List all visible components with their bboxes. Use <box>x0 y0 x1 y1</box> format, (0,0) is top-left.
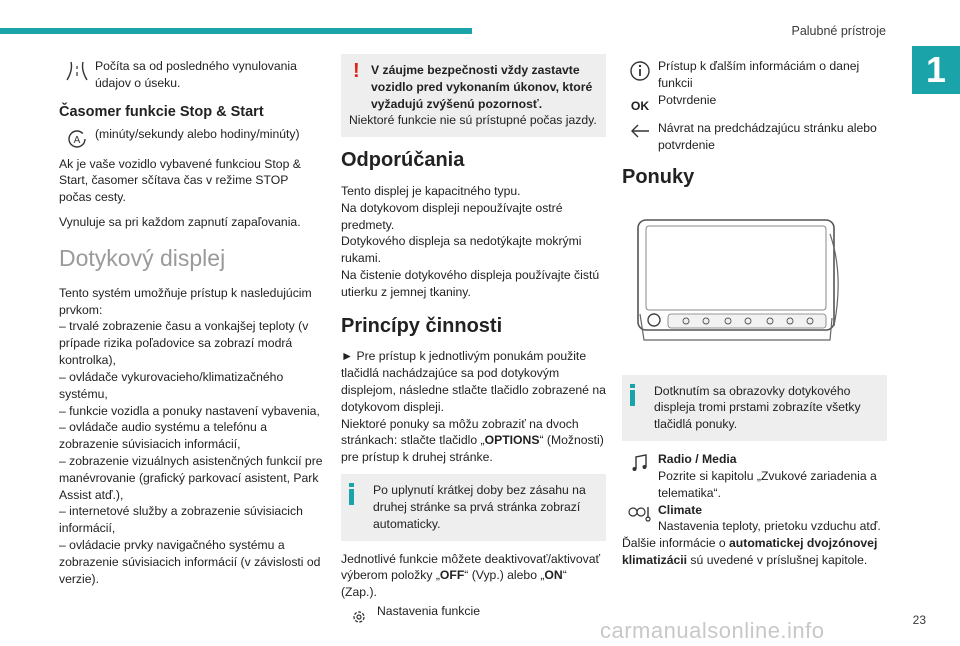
info-circle-icon <box>622 58 658 82</box>
warning-exclamation-icon: ! <box>353 60 360 82</box>
principles-p2 <box>341 416 606 466</box>
chapter-number: 1 <box>912 46 960 94</box>
options-label: OPTIONS <box>484 433 540 448</box>
touch-item: – trvalé zobrazenie času a vonkajšej teploty (v prípade rizika poľadovice sa zobrazí modrá kontrolka), <box>59 319 309 368</box>
recommendation-line: Tento displej je kapacitného typu. <box>341 183 521 198</box>
stopstart-heading: Časomer funkcie Stop & Start <box>59 103 264 120</box>
column-middle <box>341 54 606 631</box>
warning-bold-text: V záujme bezpečnosti vždy zastavte vozidlo pred vykonaním úkonov, ktoré vyžadujú zvýšenú pozornosť. <box>371 63 593 111</box>
menus-heading: Ponuky <box>622 166 695 189</box>
toggle-a: Jednotlivé funkcie môžete deaktivovať/aktivovať výberom položky „ <box>341 551 601 583</box>
menus-info-box <box>622 375 887 441</box>
info-icon <box>630 384 635 406</box>
trip-note: Počíta sa od posledného vynulovania údajov o úseku. <box>95 59 297 90</box>
section-title: Palubné prístroje <box>791 24 886 38</box>
stopstart-p2: Vynuluje sa pri každom zapnutí zapaľovania. <box>59 215 301 230</box>
principles-p2-b: “ (Možnosti) pre prístup k druhej stránke. <box>341 433 604 465</box>
top-accent-bar <box>0 28 472 34</box>
settings-row <box>341 603 606 625</box>
stopstart-row <box>59 126 324 150</box>
climate-more-b: sú uvedené v príslušnej kapitole. <box>687 553 868 568</box>
touchscreen-illustration <box>634 214 846 354</box>
stopstart-p1: Ak je vaše vozidlo vybavené funkciou Stop & Start, časomer sčítava čas v režime STOP počas cesty. <box>59 156 301 205</box>
ok-icon: OK <box>630 98 650 113</box>
climate-more-a: Ďalšie informácie o <box>622 536 730 551</box>
climate-icon <box>622 502 658 524</box>
touch-intro: Tento systém umožňuje prístup k nasledujúcim prvkom: <box>59 285 312 317</box>
principles-p1: ► Pre prístup k jednotlivým ponukám použite tlačidlá nachádzajúce sa pod dotykovým displejom, následne stlačte tlačidlo zobrazené na dotykovom displeji. <box>341 349 606 414</box>
climate-block <box>658 502 887 536</box>
recommendation-line: Na dotykovom displeji nepoužívajte ostré predmety. <box>341 200 563 232</box>
info-text: Po uplynutí krátkej doby bez zásahu na druhej stránke sa prvá stránka zobrazí automaticky. <box>373 483 586 531</box>
climate-more-bold: automatickej dvojzónovej klimatizácii <box>622 536 878 568</box>
column-left <box>59 58 324 588</box>
toggle-b: “ (Vyp.) alebo „ <box>464 568 545 583</box>
page-number: 23 <box>912 613 926 627</box>
trip-distance-row <box>59 58 324 92</box>
touch-item: – ovládače vykurovacieho/klimatizačného systému, <box>59 369 284 401</box>
principles-p2-a: Niektoré ponuky sa môžu zobraziť na dvoch stránkach: stlačte tlačidlo „ <box>341 416 579 448</box>
on-label: ON <box>544 568 563 583</box>
settings-label: Nastavenia funkcie <box>377 604 480 619</box>
principles-heading: Princípy činnosti <box>341 314 503 337</box>
radio-title: Radio / Media <box>658 452 737 467</box>
ok-row <box>622 92 887 115</box>
more-info-row <box>622 58 887 92</box>
road-distance-icon <box>59 58 95 82</box>
back-arrow-icon <box>622 120 658 140</box>
climate-text: Nastavenia teploty, prietoku vzduchu atď. <box>658 519 881 534</box>
column-right <box>622 58 887 577</box>
touch-item: – ovládače audio systému a telefónu a zobrazenie súvisiacich informácií, <box>59 420 268 452</box>
recommendation-line: Na čistenie dotykového displeja používajte čistú utierku z jemnej tkaniny. <box>341 268 600 299</box>
radio-text: Pozrite si kapitolu „Zvukové zariadenia a telematika“. <box>658 468 877 500</box>
info-box <box>341 474 606 540</box>
music-note-icon <box>622 451 658 473</box>
back-row <box>622 120 887 154</box>
recommendations-heading: Odporúčania <box>341 149 465 172</box>
menus-info-text: Dotknutím sa obrazovky dotykového displeja tromi prstami zobrazíte všetky tlačidlá ponuky. <box>654 383 861 432</box>
climate-title: Climate <box>658 502 703 517</box>
more-info-text: Prístup k ďalším informáciám o danej funkcii <box>658 59 860 90</box>
ok-text: Potvrdenie <box>658 92 717 107</box>
touchscreen-heading: Dotykový displej <box>59 244 226 271</box>
touch-item: – internetové služby a zobrazenie súvisiacich informácií, <box>59 504 303 536</box>
stop-start-icon <box>59 126 95 150</box>
climate-more <box>622 535 887 569</box>
gear-icon <box>341 603 377 625</box>
warning-text: Niektoré funkcie nie sú prístupné počas jazdy. <box>349 113 597 128</box>
back-text: Návrat na predchádzajúcu stránku alebo potvrdenie <box>658 121 877 153</box>
radio-block <box>658 451 887 501</box>
off-label: OFF <box>439 568 465 583</box>
radio-row <box>622 451 887 501</box>
toggle-c: “ (Zap.). <box>341 568 567 600</box>
touch-item: – funkcie vozidla a ponuky nastavení vybavenia, <box>59 403 320 418</box>
toggle-text <box>341 551 606 601</box>
touch-item: – zobrazenie vizuálnych asistenčných funkcií pre manévrovanie (grafický parkovací asistent, Park Assist atď.), <box>59 453 323 502</box>
warning-box <box>341 54 606 137</box>
info-icon <box>349 483 354 505</box>
touch-item: – ovládacie prvky navigačného systému a zobrazenie súvisiacich informácií (v závislosti od verzie). <box>59 538 321 586</box>
recommendation-line: Dotykového displeja sa nedotýkajte mokrými rukami. <box>341 234 582 266</box>
svg-text:A: A <box>73 134 81 146</box>
climate-row <box>622 502 887 536</box>
stopstart-unit: (minúty/sekundy alebo hodiny/minúty) <box>95 126 300 141</box>
watermark: carmanualsonline.info <box>600 618 825 643</box>
